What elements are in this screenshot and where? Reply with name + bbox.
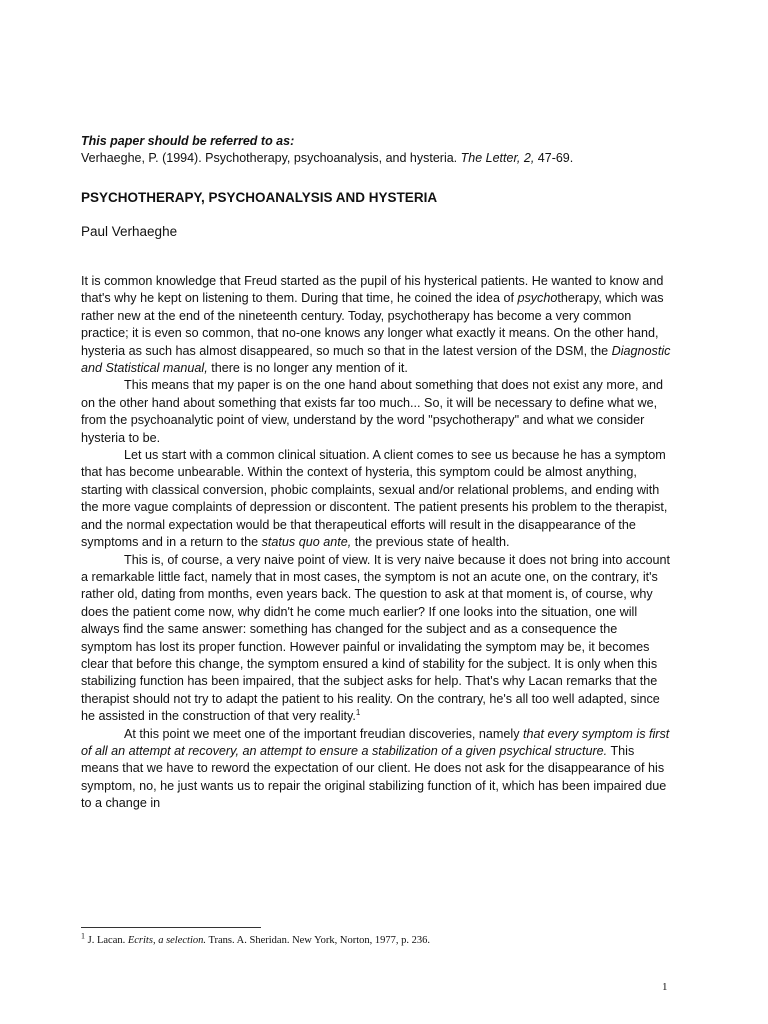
citation-journal: The Letter, 2, bbox=[460, 151, 535, 165]
footnote-title: Ecrits, a selection. bbox=[127, 935, 207, 946]
paper-title: PSYCHOTHERAPY, PSYCHOANALYSIS AND HYSTERIA bbox=[81, 190, 438, 205]
paragraph-text: At this point we meet one of the important freudian discoveries, namely bbox=[124, 726, 524, 741]
paragraph-text: the previous state of health. bbox=[351, 535, 510, 550]
paragraph-italic: that every symptom is first of all an attempt at recovery, an attempt to ensure a stabilization of a given psychical structure. bbox=[81, 726, 670, 758]
paragraph-text: This is, of course, a very naive point of view. It is very naive because it does not bring into account a remarkable little fact, namely that in most cases, the symptom is not an acute one, on the contrary, it's rather old, dating from months, even years back. The question to ask at that moment is, of course, why does the patient come now, why didn't he come much earlier? If one looks into the situation, one will always find the same answer: something has changed for the subject and as a consequence the symptom has lost its proper function. However painful or invalidating the symptom may be, it becomes clear that before this change, the symptom ensured a kind of stability for the subject. It is only when this stabilizing function has been impaired, that the subject asks for help. That's why Lacan remarks that the therapist should not try to adapt the patient to his reality. On the contrary, he's all too well adapted, since he assisted in the construction of that very reality. bbox=[81, 552, 671, 724]
paragraph-text: Let us start with a common clinical situation. A client comes to see us because he has a symptom that has become unbearable. Within the context of hysteria, this symptom could be almost anything, starting with classical conversion, phobic complaints, sexual and/or relational problems, and ending with the more vague complaints of depression or discontent. The patient presents his problem to the therapist, and the normal expectation would be that therapeutical efforts will result in the disappearance of the symptoms and in a return to the bbox=[81, 448, 668, 550]
footnote-divider bbox=[81, 927, 261, 928]
footnote-mark: 1 bbox=[81, 931, 85, 941]
footnote-text: Trans. A. Sheridan. New York, Norton, 1977, p. 236. bbox=[206, 935, 431, 946]
citation-label: This paper should be referred to as: bbox=[81, 134, 295, 148]
paragraph-4 bbox=[81, 552, 671, 726]
paragraph-3 bbox=[81, 447, 671, 551]
paper-page bbox=[81, 133, 671, 813]
paper-body bbox=[81, 273, 671, 813]
paragraph-italic: Diagnostic and Statistical manual, bbox=[81, 343, 671, 376]
paragraph-5 bbox=[81, 726, 671, 813]
footnote-text: J. Lacan. bbox=[85, 935, 128, 946]
paragraph-text: It is common knowledge that Freud started as the pupil of his hysterical patients. He wanted to know and that's why he kept on listening to them. During that time, he coined the idea of bbox=[81, 274, 664, 306]
paragraph-italic: status quo ante, bbox=[261, 535, 352, 550]
paper-author: Paul Verhaeghe bbox=[81, 224, 178, 239]
page-number: 1 bbox=[662, 981, 668, 993]
citation-ref-text: Verhaeghe, P. (1994). Psychotherapy, psychoanalysis, and hysteria. bbox=[81, 151, 461, 165]
paragraph-text: there is no longer any mention of it. bbox=[207, 361, 408, 376]
footnote-reference[interactable]: 1 bbox=[355, 707, 361, 717]
paragraph-text: This means that we have to reword the expectation of our client. He does not ask for the disappearance of his symptom, no, he just wants us to repair the original stabilizing function of it, which has been impaired due to a change in bbox=[81, 743, 667, 811]
paragraph-2: This means that my paper is on the one hand about something that does not exist any more, and on the other hand about something that exists far too much... So, it will be necessary to define what we, from the psychoanalytic point of view, understand by the word "psychotherapy" and what we consider hysteria to be. bbox=[81, 378, 664, 445]
paragraph-text: therapy, which was rather new at the end of the nineteenth century. Today, psychotherapy has become a very common practice; it is even so common, that no-one knows any longer what exactly it means. On the other hand, hysteria as such has almost disappeared, so much so that in the latest version of the DSM, the bbox=[81, 291, 664, 358]
footnote bbox=[81, 931, 671, 948]
paragraph-1 bbox=[81, 273, 671, 377]
citation-reference bbox=[81, 150, 671, 167]
citation-pages: 47-69. bbox=[534, 151, 574, 165]
paragraph-italic: psycho bbox=[517, 291, 558, 306]
